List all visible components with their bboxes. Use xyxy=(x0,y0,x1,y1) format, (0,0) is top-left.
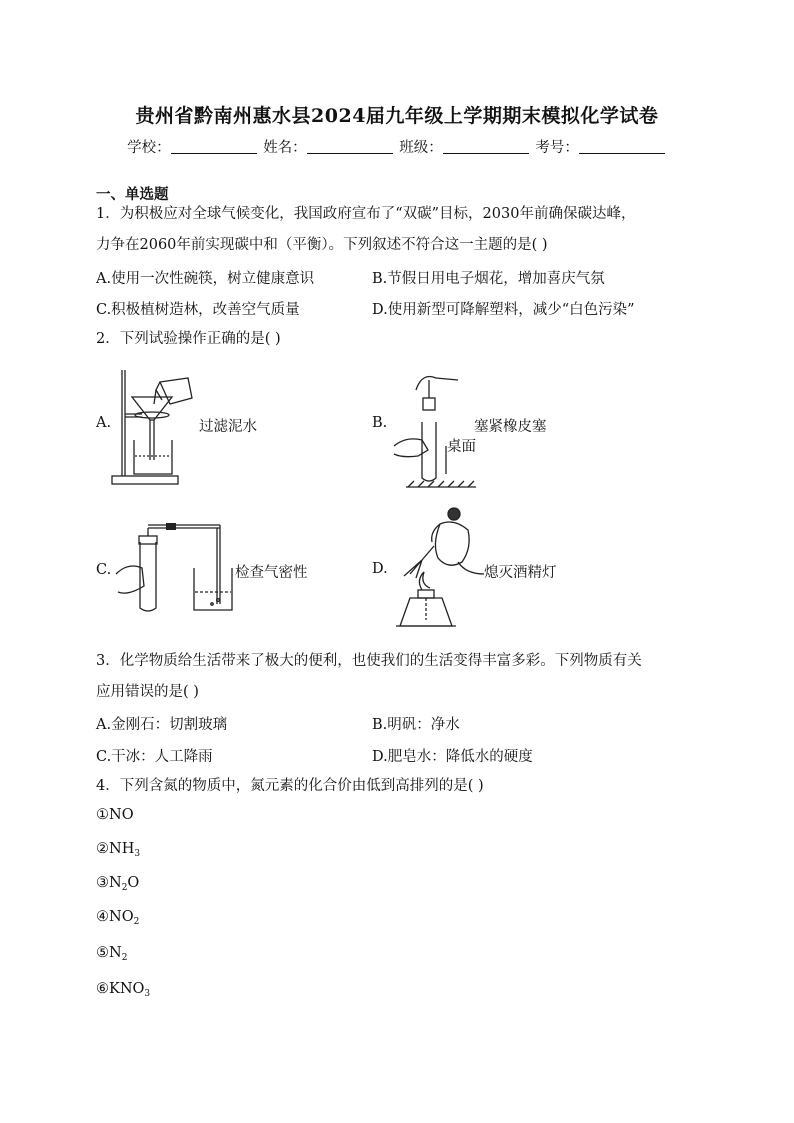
question-4-item xyxy=(96,841,140,859)
question-2-option-b-letter[interactable]: B. xyxy=(372,415,388,431)
item-number: ④ xyxy=(96,909,109,925)
question-2-option-a-letter[interactable]: A. xyxy=(96,415,112,431)
student-info-line xyxy=(0,136,794,157)
exam-title: 贵州省黔南州惠水县2024届九年级上学期期末模拟化学试卷 xyxy=(135,105,659,127)
formula-subscript: 2 xyxy=(133,917,140,927)
question-3-line-2: 应用错误的是( ) xyxy=(96,684,199,700)
formula-base: NO xyxy=(109,807,134,823)
formula-tail: O xyxy=(127,875,140,891)
question-4-item xyxy=(96,909,139,927)
question-2-option-d-letter[interactable]: D. xyxy=(372,561,388,577)
formula-subscript: 3 xyxy=(134,849,141,859)
class-label: 班级： xyxy=(399,140,443,156)
filtration-apparatus-figure xyxy=(110,364,200,486)
airtightness-check-figure xyxy=(114,522,238,616)
formula-base: NO xyxy=(109,909,134,925)
question-3-option-a[interactable]: A.金刚石：切割玻璃 xyxy=(96,717,228,733)
item-number: ⑤ xyxy=(96,945,109,961)
formula-subscript: 3 xyxy=(144,989,151,999)
exam-number-label: 考号： xyxy=(535,140,579,156)
test-tube-stopper-figure xyxy=(388,362,480,490)
question-3-option-d[interactable]: D.肥皂水：降低水的硬度 xyxy=(372,749,533,765)
formula-base: N xyxy=(109,875,122,891)
section-title: 一、单选题 xyxy=(96,186,169,203)
item-number: ③ xyxy=(96,875,109,891)
formula-base: NH xyxy=(109,841,135,857)
question-4-item xyxy=(96,807,134,825)
name-blank[interactable] xyxy=(307,139,393,154)
question-1-line-1: 1．为积极应对全球气候变化，我国政府宣布了“双碳”目标，2030年前确保碳达峰， xyxy=(96,206,636,222)
formula-subscript: 2 xyxy=(121,953,128,963)
question-2-option-b-desk-label: 桌面 xyxy=(447,439,476,455)
question-2-stem: 2．下列试验操作正确的是( ) xyxy=(96,331,281,347)
item-number: ② xyxy=(96,841,109,857)
formula-base: N xyxy=(109,945,122,961)
exam-number-blank[interactable] xyxy=(579,139,665,154)
blowing-out-alcohol-lamp-figure xyxy=(386,502,496,640)
question-1-option-d[interactable]: D.使用新型可降解塑料，减少“白色污染” xyxy=(372,302,635,318)
question-4-item xyxy=(96,875,139,893)
question-1-option-a[interactable]: A.使用一次性碗筷，树立健康意识 xyxy=(96,271,315,287)
school-label: 学校： xyxy=(127,140,171,156)
question-2-option-c-caption: 检查气密性 xyxy=(235,565,308,581)
question-4-item xyxy=(96,981,150,999)
question-1-option-c[interactable]: C.积极植树造林，改善空气质量 xyxy=(96,302,300,318)
class-blank[interactable] xyxy=(443,139,529,154)
question-3-line-1: 3．化学物质给生活带来了极大的便利，也使我们的生活变得丰富多彩。下列物质有关 xyxy=(96,653,642,669)
question-1-line-2: 力争在2060年前实现碳中和（平衡）。下列叙述不符合这一主题的是( ) xyxy=(96,237,548,253)
formula-subscript: 2 xyxy=(121,883,128,893)
question-3-option-c[interactable]: C.干冰：人工降雨 xyxy=(96,749,213,765)
question-2-option-a-caption: 过滤泥水 xyxy=(199,419,257,435)
question-2-option-b-caption: 塞紧橡皮塞 xyxy=(474,419,547,435)
question-3-option-b[interactable]: B.明矾：净水 xyxy=(372,717,460,733)
question-2-option-d-caption: 熄灭酒精灯 xyxy=(484,565,557,581)
name-label: 姓名： xyxy=(263,140,307,156)
question-4-stem: 4．下列含氮的物质中，氮元素的化合价由低到高排列的是( ) xyxy=(96,778,484,794)
school-blank[interactable] xyxy=(171,139,257,154)
formula-base: KNO xyxy=(109,981,145,997)
question-2-option-c-letter[interactable]: C. xyxy=(96,562,112,578)
question-1-option-b[interactable]: B.节假日用电子烟花，增加喜庆气氛 xyxy=(372,271,605,287)
question-4-item xyxy=(96,945,127,963)
item-number: ① xyxy=(96,807,109,823)
item-number: ⑥ xyxy=(96,981,109,997)
